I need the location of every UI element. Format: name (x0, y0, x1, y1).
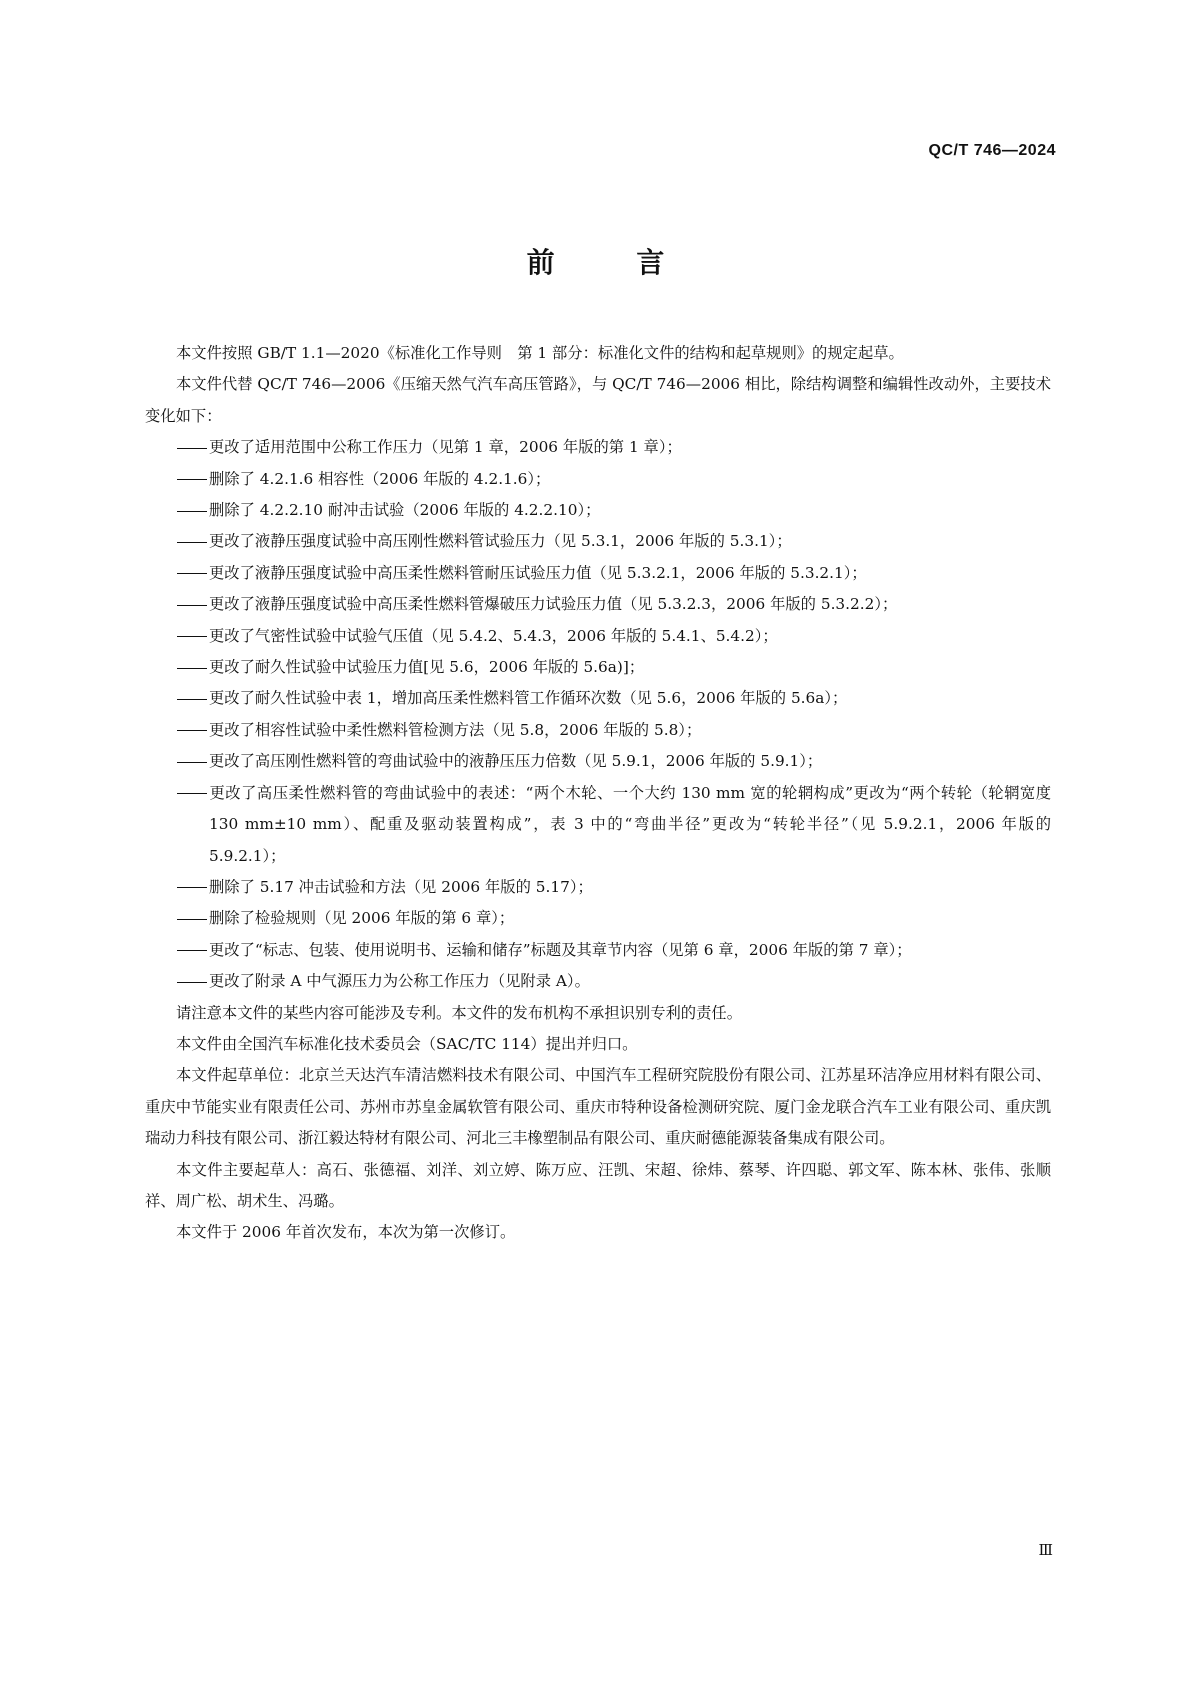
dash-marker (177, 746, 209, 777)
foreword-body (145, 338, 1051, 1249)
standard-code: QC/T 746—2024 (928, 142, 1056, 159)
dash-marker (177, 621, 209, 652)
list-item: 更改了耐久性试验中表 1，增加高压柔性燃料管工作循环次数（见 5.6，2006 年版的 5.6a）； (145, 683, 1051, 714)
dash-marker (177, 558, 209, 589)
paragraph-drafters: 本文件主要起草人：高石、张德福、刘洋、刘立婷、陈万应、汪凯、宋超、徐炜、蔡琴、许四聪、郭文军、陈本林、张伟、张顺祥、周广松、胡术生、冯璐。 (145, 1160, 1051, 1210)
paragraph-history: 本文件于 2006 年首次发布，本次为第一次修订。 (176, 1223, 516, 1242)
list-item: 更改了相容性试验中柔性燃料管检测方法（见 5.8，2006 年版的 5.8）； (145, 715, 1051, 746)
dash-marker (177, 526, 209, 557)
list-item: 更改了液静压强度试验中高压刚性燃料管试验压力（见 5.3.1，2006 年版的 5.3.1）； (145, 526, 1051, 557)
paragraph-drafting-units: 本文件起草单位：北京兰天达汽车清洁燃料技术有限公司、中国汽车工程研究院股份有限公司、江苏星环洁净应用材料有限公司、重庆中节能实业有限责任公司、苏州市苏皇金属软管有限公司、重庆市特种设备检测研究院、厦门金龙联合汽车工业有限公司、重庆凯瑞动力科技有限公司、浙江毅达特材有限公司、河北三丰橡塑制品有限公司、重庆耐德能源装备集成有限公司。 (145, 1066, 1051, 1148)
dash-marker (177, 652, 209, 683)
paragraph-patent-notice: 请注意本文件的某些内容可能涉及专利。本文件的发布机构不承担识别专利的责任。 (176, 1003, 742, 1022)
list-item: 更改了耐久性试验中试验压力值[见 5.6，2006 年版的 5.6a)]； (145, 652, 1051, 683)
paragraph-replacement: 本文件代替 QC/T 746—2006《压缩天然气汽车高压管路》，与 QC/T 746—2006 相比，除结构调整和编辑性改动外，主要技术变化如下： (145, 375, 1051, 425)
list-item: 删除了检验规则（见 2006 年版的第 6 章）； (145, 903, 1051, 934)
list-item: 更改了“标志、包装、使用说明书、运输和储存”标题及其章节内容（见第 6 章，2006 年版的第 7 章）； (145, 935, 1051, 966)
dash-marker (177, 872, 209, 903)
list-item: 删除了 4.2.2.10 耐冲击试验（2006 年版的 4.2.2.10）； (145, 495, 1051, 526)
dash-marker (177, 432, 209, 463)
paragraph-drafting-basis: 本文件按照 GB/T 1.1—2020《标准化工作导则 第 1 部分：标准化文件的结构和起草规则》的规定起草。 (176, 344, 904, 362)
list-item: 更改了液静压强度试验中高压柔性燃料管耐压试验压力值（见 5.3.2.1，2006 年版的 5.3.2.1）； (145, 558, 1051, 589)
paragraph-proposer: 本文件由全国汽车标准化技术委员会（SAC/TC 114）提出并归口。 (176, 1034, 638, 1053)
page-title: 前 言 (526, 246, 701, 279)
page-number: Ⅲ (1038, 1543, 1053, 1559)
dash-marker (177, 778, 209, 809)
dash-marker (177, 495, 209, 526)
changes-list (145, 432, 1051, 997)
list-item: 删除了 4.2.1.6 相容性（2006 年版的 4.2.1.6）； (145, 464, 1051, 495)
list-item: 更改了高压刚性燃料管的弯曲试验中的液静压压力倍数（见 5.9.1，2006 年版的 5.9.1）； (145, 746, 1051, 777)
dash-marker (177, 683, 209, 714)
dash-marker (177, 715, 209, 746)
dash-marker (177, 935, 209, 966)
list-item: 更改了高压柔性燃料管的弯曲试验中的表述：“两个木轮、一个大约 130 mm 宽的轮辋构成”更改为“两个转轮（轮辋宽度 130 mm±10 mm）、配重及驱动装置构成”，表 3 中的“弯曲半径”更改为“转轮半径”（见 5.9.2.1，2006 年版的 5.9.2.1）； (145, 778, 1051, 872)
dash-marker (177, 464, 209, 495)
dash-marker (177, 903, 209, 934)
list-item: 更改了附录 A 中气源压力为公称工作压力（见附录 A）。 (145, 966, 1051, 997)
dash-marker (177, 589, 209, 620)
dash-marker (177, 966, 209, 997)
list-item: 更改了气密性试验中试验气压值（见 5.4.2、5.4.3，2006 年版的 5.4.1、5.4.2）； (145, 621, 1051, 652)
list-item: 删除了 5.17 冲击试验和方法（见 2006 年版的 5.17）； (145, 872, 1051, 903)
list-item: 更改了适用范围中公称工作压力（见第 1 章，2006 年版的第 1 章）； (145, 432, 1051, 463)
list-item: 更改了液静压强度试验中高压柔性燃料管爆破压力试验压力值（见 5.3.2.3，2006 年版的 5.3.2.2）； (145, 589, 1051, 620)
